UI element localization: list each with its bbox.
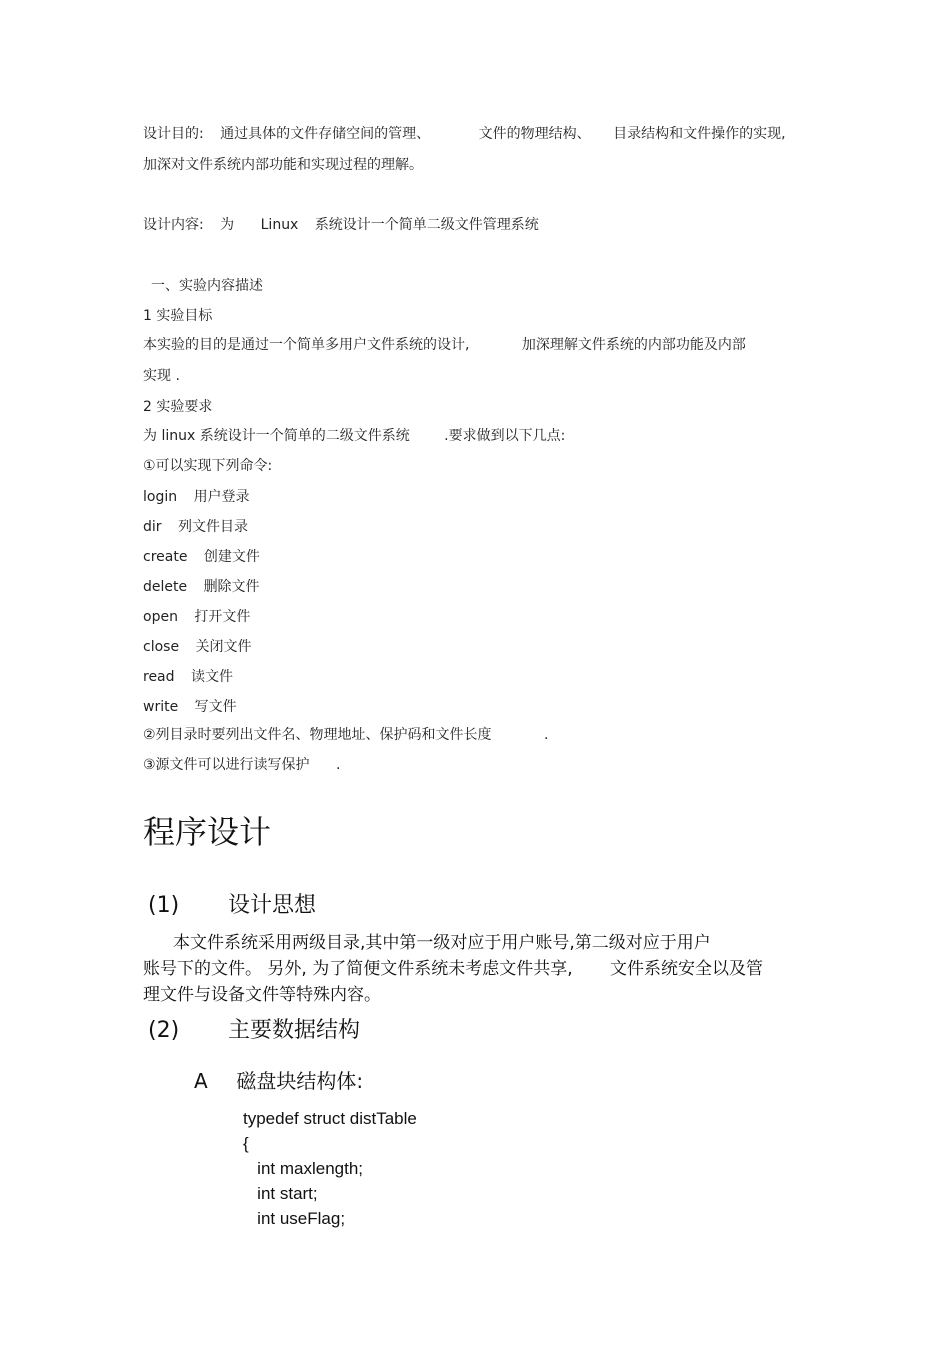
command-name: create bbox=[143, 549, 188, 565]
command-desc: 关闭文件 bbox=[195, 639, 252, 655]
goal-text-b: 加深理解文件系统的内部功能及内部 bbox=[521, 337, 746, 353]
subsection-2-title: 主要数据结构 bbox=[228, 1018, 361, 1043]
code-line: int start; bbox=[243, 1184, 318, 1203]
purpose-label: 设计目的: bbox=[143, 126, 204, 142]
section1-title: 一、实验内容描述 bbox=[151, 278, 263, 294]
req-text-line bbox=[143, 427, 565, 445]
content-word1: 为 bbox=[220, 217, 235, 233]
command-item bbox=[143, 518, 248, 536]
purpose-part1: 通过具体的文件存储空间的管理、 bbox=[220, 126, 431, 142]
command-desc: 读文件 bbox=[190, 669, 233, 685]
req-heading: 2 实验要求 bbox=[143, 399, 213, 415]
req-item-1: ①可以实现下列命令: bbox=[143, 458, 273, 474]
command-desc: 列文件目录 bbox=[178, 519, 248, 535]
command-name: login bbox=[143, 489, 178, 505]
command-desc: 用户登录 bbox=[193, 489, 250, 505]
command-name: delete bbox=[143, 579, 188, 595]
content-line bbox=[143, 216, 539, 234]
req-text-b: .要求做到以下几点: bbox=[444, 428, 566, 444]
command-item bbox=[143, 668, 233, 686]
subsection-2-number: (2) bbox=[148, 1018, 180, 1043]
req-item-3-text: ③源文件可以进行读写保护 bbox=[143, 757, 310, 773]
command-item bbox=[143, 698, 237, 716]
purpose-line-2: 加深对文件系统内部功能和实现过程的理解。 bbox=[143, 157, 423, 173]
content-word2: Linux bbox=[260, 217, 299, 233]
code-line: typedef struct distTable bbox=[243, 1109, 417, 1128]
command-name: close bbox=[143, 639, 180, 655]
subsection-1-title: 设计思想 bbox=[228, 893, 317, 918]
design-para-line-1: 本文件系统采用两级目录,其中第一级对应于用户账号,第二级对应于用户 bbox=[173, 933, 711, 953]
command-desc: 打开文件 bbox=[194, 609, 251, 625]
content-word3: 系统设计一个简单二级文件管理系统 bbox=[314, 217, 539, 233]
command-name: write bbox=[143, 699, 179, 715]
command-name: read bbox=[143, 669, 175, 685]
code-line: { bbox=[243, 1134, 249, 1153]
req-item-3 bbox=[143, 756, 340, 774]
subsection-a-heading bbox=[194, 1067, 363, 1095]
design-para-line-2a: 账号下的文件。 另外, 为了简便文件系统未考虑文件共享, bbox=[143, 959, 573, 979]
command-name: dir bbox=[143, 519, 162, 535]
subsection-1-heading bbox=[148, 892, 316, 920]
req-item-2-period: . bbox=[544, 727, 549, 743]
command-item bbox=[143, 488, 250, 506]
command-item bbox=[143, 548, 260, 566]
purpose-line-1 bbox=[143, 125, 786, 143]
req-text-a: 为 linux 系统设计一个简单的二级文件系统 bbox=[143, 428, 410, 444]
subsection-2-heading bbox=[148, 1017, 360, 1045]
command-item bbox=[143, 578, 260, 596]
goal-heading: 1 实验目标 bbox=[143, 308, 213, 324]
command-desc: 删除文件 bbox=[203, 579, 260, 595]
code-line: int useFlag; bbox=[243, 1209, 346, 1228]
goal-text-a: 本实验的目的是通过一个简单多用户文件系统的设计, bbox=[143, 337, 470, 353]
goal-text-line-2: 实现 . bbox=[143, 368, 180, 384]
command-desc: 创建文件 bbox=[203, 549, 260, 565]
design-para-line-2b: 文件系统安全以及管 bbox=[610, 959, 764, 979]
purpose-part2: 文件的物理结构、 bbox=[478, 126, 591, 142]
req-item-3-period: . bbox=[336, 757, 341, 773]
design-para-line-3: 理文件与设备文件等特殊内容。 bbox=[143, 985, 381, 1005]
program-title: 程序设计 bbox=[143, 813, 272, 851]
subsection-a-title: 磁盘块结构体: bbox=[236, 1069, 364, 1093]
goal-text-line-1 bbox=[143, 336, 746, 354]
design-para-line-2 bbox=[143, 956, 763, 982]
command-desc: 写文件 bbox=[194, 699, 237, 715]
command-item bbox=[143, 638, 252, 656]
content-label: 设计内容: bbox=[143, 217, 204, 233]
command-item bbox=[143, 608, 250, 626]
req-item-2-text: ②列目录时要列出文件名、物理地址、保护码和文件长度 bbox=[143, 727, 492, 743]
code-line: int maxlength; bbox=[243, 1159, 364, 1178]
req-item-2 bbox=[143, 726, 548, 744]
subsection-1-number: (1) bbox=[148, 893, 180, 918]
subsection-a-letter: A bbox=[194, 1069, 208, 1093]
purpose-part3: 目录结构和文件操作的实现, bbox=[613, 126, 786, 142]
command-name: open bbox=[143, 609, 178, 625]
